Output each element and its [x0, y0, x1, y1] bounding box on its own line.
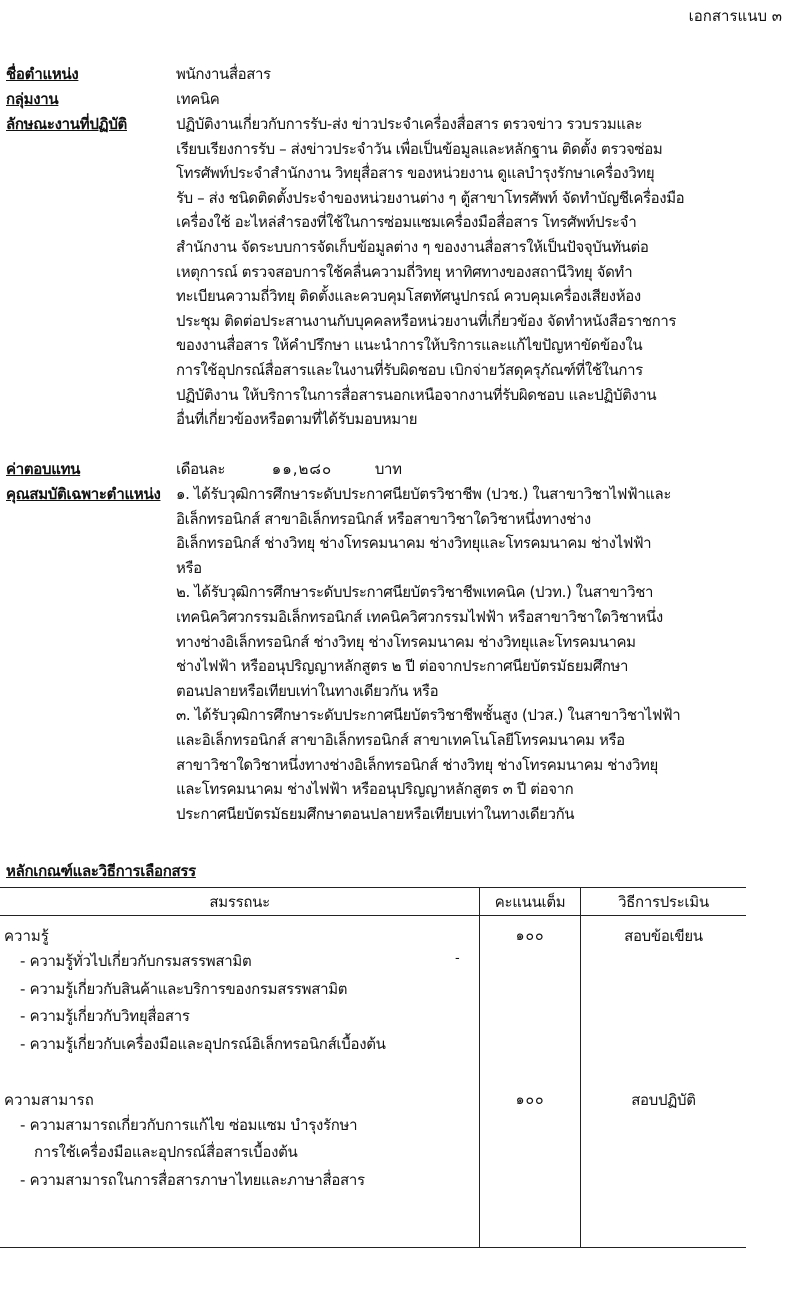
text-line: เทคนิควิศวกรรมอิเล็กทรอนิกส์ เทคนิควิศวกรรมไฟฟ้า หรือสาขาวิชาใดวิชาหนึ่ง	[176, 607, 663, 626]
competency-cell	[0, 916, 480, 1080]
text-line: และอิเล็กทรอนิกส์ สาขาอิเล็กทรอนิกส์ สาขาเทคโนโลยีโทรคมนาคม หรือ	[176, 730, 625, 749]
job-description-label: ลักษณะงานที่ปฏิบัติ	[6, 115, 127, 133]
score-cell	[480, 1080, 581, 1248]
text-line: ตอนปลายหรือเทียบเท่าในทางเดียวกัน หรือ	[176, 681, 439, 700]
competency-item: - ความสามารถในการสื่อสารภาษาไทยและภาษาสื่อสาร	[20, 1170, 365, 1189]
assessment-method: สอบข้อเขียน	[624, 927, 703, 945]
competency-item: - ความสามารถเกี่ยวกับการแก้ไข ซ่อมแซม บำรุงรักษา	[20, 1115, 358, 1134]
text-line: เครื่องใช้ อะไหล่สำรองที่ใช้ในการซ่อมแซมเครื่องมือสื่อสาร โทรศัพท์ประจำ	[176, 213, 637, 232]
competency-item: - ความรู้เกี่ยวกับเครื่องมือและอุปกรณ์อิเล็กทรอนิกส์เบื้องต้น	[20, 1034, 386, 1053]
method-cell	[580, 916, 746, 1080]
column-header-competency: สมรรถนะ	[0, 888, 480, 916]
method-cell	[580, 1080, 746, 1248]
position-name-label: ชื่อตำแหน่ง	[6, 65, 79, 83]
qualifications-label: คุณสมบัติเฉพาะตำแหน่ง	[6, 485, 161, 503]
table-row	[0, 1080, 746, 1248]
field-job-group	[6, 87, 796, 112]
text-line: ประกาศนียบัตรมัธยมศึกษาตอนปลายหรือเทียบเท่าในทางเดียวกัน	[176, 804, 575, 823]
text-line: ช่างไฟฟ้า หรืออนุปริญญาหลักสูตร ๒ ปี ต่อจากประกาศนียบัตรมัธยมศึกษา	[176, 657, 629, 676]
competency-item: การใช้เครื่องมือและอุปกรณ์สื่อสารเบื้องต้น	[34, 1143, 298, 1161]
text-line: ทางช่างอิเล็กทรอนิกส์ ช่างวิทยุ ช่างโทรคมนาคม ช่างวิทยุและโทรคมนาคม	[176, 632, 636, 651]
document-reference: เอกสารแนบ ๓	[688, 7, 782, 25]
text-line: การใช้อุปกรณ์สื่อสารและในงานที่รับผิดชอบ เบิกจ่ายวัสดุครุภัณฑ์ที่ใช้ในการ	[176, 360, 643, 379]
selection-section-title: หลักเกณฑ์และวิธีการเลือกสรร	[6, 862, 196, 880]
text-line: ของงานสื่อสาร ให้คำปรึกษา แนะนำการให้บริการและแก้ไขปัญหาขัดข้องใน	[176, 336, 643, 355]
text-line: ปฏิบัติงานเกี่ยวกับการรับ-ส่ง ข่าวประจำเครื่องสื่อสาร ตรวจข่าว รวบรวมและ	[176, 115, 643, 133]
column-header-full-score: คะแนนเต็ม	[480, 888, 581, 916]
qualifications-text	[176, 482, 796, 826]
field-compensation	[6, 457, 796, 482]
competency-item: - ความรู้เกี่ยวกับวิทยุสื่อสาร	[20, 1007, 190, 1025]
field-job-description	[6, 112, 796, 432]
job-description-text	[176, 112, 796, 432]
job-group-value: เทคนิค	[176, 90, 220, 108]
text-line: ปฏิบัติงาน ให้บริการในการสื่อสารนอกเหนือจากงานที่รับผิดชอบ และปฏิบัติงาน	[176, 385, 657, 404]
text-line: ๓. ได้รับวุฒิการศึกษาระดับประกาศนียบัตรวิชาชีพชั้นสูง (ปวส.) ในสาขาวิชาไฟฟ้า	[176, 706, 681, 725]
compensation-prefix: เดือนละ	[176, 460, 225, 478]
compensation-value	[176, 457, 796, 482]
text-line: เรียบเรียงการรับ – ส่งข่าวประจำวัน เพื่อเป็นข้อมูลและหลักฐาน ติดตั้ง ตรวจซ่อม	[176, 139, 663, 158]
table-row	[0, 916, 746, 1080]
assessment-method: สอบปฏิบัติ	[631, 1090, 696, 1109]
full-score: ๑๐๐	[515, 1091, 545, 1108]
text-line: รับ – ส่ง ชนิดติดตั้งประจำของหน่วยงานต่าง ๆ ตู้สาขาโทรศัพท์ จัดทำบัญชีเครื่องมือ	[176, 188, 685, 207]
table-header-row	[0, 888, 746, 916]
field-position-name	[6, 62, 796, 87]
text-line: อิเล็กทรอนิกส์ สาขาอิเล็กทรอนิกส์ หรือสาขาวิชาใดวิชาหนึ่งทางช่าง	[176, 509, 591, 528]
stray-mark: -	[455, 951, 460, 966]
text-line: ๒. ได้รับวุฒิการศึกษาระดับประกาศนียบัตรวิชาชีพเทคนิค (ปวท.) ในสาขาวิชา	[176, 583, 654, 602]
field-qualifications	[6, 482, 796, 826]
text-line: สาขาวิชาใดวิชาหนึ่งทางช่างอิเล็กทรอนิกส์ ช่างวิทยุ ช่างโทรคมนาคม ช่างวิทยุ	[176, 755, 658, 774]
text-line: อิเล็กทรอนิกส์ ช่างวิทยุ ช่างโทรคมนาคม ช่างวิทยุและโทรคมนาคม ช่างไฟฟ้า	[176, 534, 652, 553]
text-line: ๑. ได้รับวุฒิการศึกษาระดับประกาศนียบัตรวิชาชีพ (ปวช.) ในสาขาวิชาไฟฟ้าและ	[176, 485, 671, 503]
score-cell	[480, 916, 581, 1080]
selection-criteria-table	[0, 887, 746, 1248]
text-line: อื่นที่เกี่ยวข้องหรือตามที่ได้รับมอบหมาย	[176, 410, 418, 429]
position-name-value: พนักงานสื่อสาร	[176, 65, 271, 83]
column-header-assessment-method: วิธีการประเมิน	[580, 888, 746, 916]
compensation-amount: ๑๑,๒๘๐	[271, 460, 333, 478]
text-line: เหตุการณ์ ตรวจสอบการใช้คลื่นความถี่วิทยุ หาทิศทางของสถานีวิทยุ จัดทำ	[176, 262, 633, 281]
competency-title: ความสามารถ	[4, 1090, 94, 1109]
compensation-label: ค่าตอบแทน	[6, 460, 81, 478]
text-line: และโทรคมนาคม ช่างไฟฟ้า หรืออนุปริญญาหลักสูตร ๓ ปี ต่อจาก	[176, 780, 574, 799]
text-line: โทรศัพท์ประจำสำนักงาน วิทยุสื่อสาร ของหน่วยงาน ดูแลบำรุงรักษาเครื่องวิทยุ	[176, 164, 655, 183]
text-line: ประชุม ติดต่อประสานงานกับบุคคลหรือหน่วยงานที่เกี่ยวข้อง จัดทำหนังสือราชการ	[176, 311, 677, 330]
full-score: ๑๐๐	[515, 928, 545, 944]
competency-title: ความรู้	[4, 927, 49, 945]
competency-cell	[0, 1080, 480, 1248]
job-group-label: กลุ่มงาน	[6, 90, 59, 108]
text-line: หรือ	[176, 558, 202, 577]
competency-item: - ความรู้เกี่ยวกับสินค้าและบริการของกรมสรรพสามิต	[20, 979, 348, 998]
compensation-unit: บาท	[374, 460, 402, 478]
text-line: ทะเบียนความถี่วิทยุ ติดตั้งและควบคุมโสตทัศนูปกรณ์ ควบคุมเครื่องเสียงห้อง	[176, 287, 641, 306]
competency-item: - ความรู้ทั่วไปเกี่ยวกับกรมสรรพสามิต	[20, 952, 252, 970]
text-line: สำนักงาน จัดระบบการจัดเก็บข้อมูลต่าง ๆ ของงานสื่อสารให้เป็นปัจจุบันทันต่อ	[176, 237, 649, 256]
